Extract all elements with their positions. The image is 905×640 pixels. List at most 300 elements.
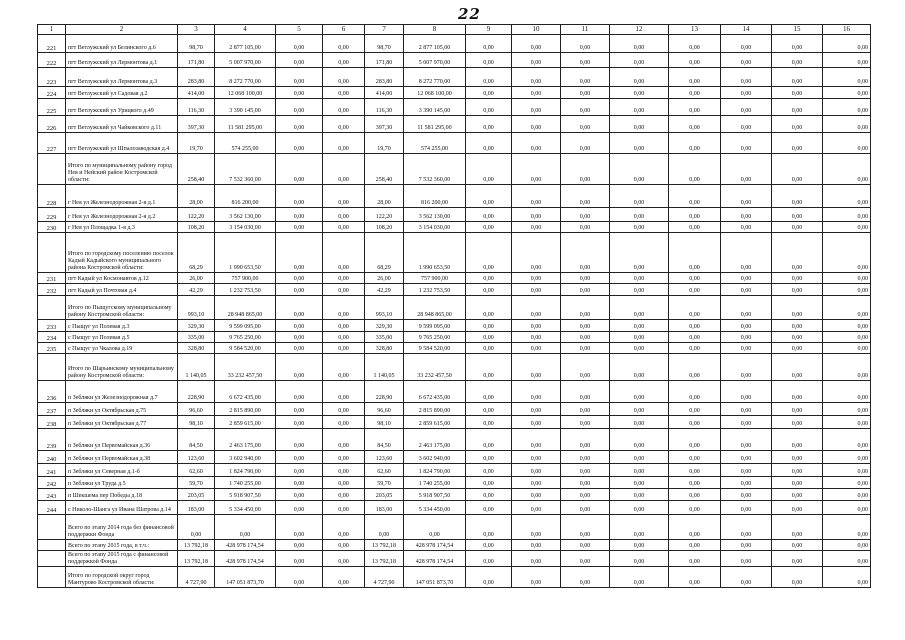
cell-10: 0,00	[512, 99, 561, 116]
budget-region-cell: 0,00	[323, 451, 365, 464]
cost-total-cell: 5 918 907,50	[215, 489, 276, 501]
cell-11: 0,00	[561, 185, 610, 208]
fund-cell: 0,00	[276, 489, 323, 501]
cell-16: 0,00	[823, 133, 871, 154]
fund-cell: 0,00	[276, 222, 323, 233]
cell-9: 0,00	[466, 332, 512, 343]
cell-15: 0,00	[772, 53, 823, 68]
fund-cell: 0,00	[276, 53, 323, 68]
budget-region-cell: 0,00	[323, 551, 365, 567]
cell-9: 0,00	[466, 99, 512, 116]
table-row	[38, 464, 871, 477]
cell-11: 0,00	[561, 451, 610, 464]
cell-15: 0,00	[772, 68, 823, 87]
cell-14: 0,00	[721, 35, 772, 53]
table-row	[38, 273, 871, 284]
budget-region-cell: 0,00	[323, 87, 365, 99]
area-cell: 228,90	[178, 381, 215, 403]
cell-15: 0,00	[772, 284, 823, 296]
area-cell: 335,00	[178, 332, 215, 343]
area-repeat-cell: 116,30	[365, 99, 404, 116]
cell-10: 0,00	[512, 233, 561, 273]
area-repeat-cell: 335,00	[365, 332, 404, 343]
budget-region-cell: 0,00	[323, 99, 365, 116]
cell-16: 0,00	[823, 87, 871, 99]
cell-9: 0,00	[466, 68, 512, 87]
cell-16: 0,00	[823, 515, 871, 540]
table-body	[38, 35, 871, 588]
cell-16: 0,00	[823, 296, 871, 320]
column-header-16: 16	[823, 25, 871, 35]
row-number-cell	[38, 296, 66, 320]
cell-11: 0,00	[561, 540, 610, 551]
address-cell: п Шекшема пер Победы д.18	[66, 489, 178, 501]
area-repeat-cell: 993,10	[365, 296, 404, 320]
area-repeat-cell: 414,00	[365, 87, 404, 99]
cell-16: 0,00	[823, 208, 871, 222]
cell-14: 0,00	[721, 551, 772, 567]
address-cell: Итого по городской округ город Мантурово Костромской области:	[66, 567, 178, 588]
table-total-row	[38, 515, 871, 540]
row-number-cell: 242	[38, 477, 66, 489]
row-number-cell: 244	[38, 501, 66, 515]
cell-9: 0,00	[466, 87, 512, 99]
cell-14: 0,00	[721, 185, 772, 208]
cost-total-cell: 28 948 865,00	[215, 296, 276, 320]
cost-repeat-cell: 8 272 770,00	[404, 68, 466, 87]
column-header-4: 4	[215, 25, 276, 35]
cost-total-cell: 9 765 250,00	[215, 332, 276, 343]
cell-10: 0,00	[512, 343, 561, 354]
cell-11: 0,00	[561, 154, 610, 185]
area-repeat-cell: 123,60	[365, 451, 404, 464]
cell-14: 0,00	[721, 87, 772, 99]
cell-14: 0,00	[721, 429, 772, 451]
cell-10: 0,00	[512, 35, 561, 53]
fund-cell: 0,00	[276, 68, 323, 87]
column-number-header	[38, 25, 871, 35]
budget-region-cell: 0,00	[323, 296, 365, 320]
address-cell: пгт Кадый ул Космонавтов д.12	[66, 273, 178, 284]
cost-total-cell: 3 562 130,00	[215, 208, 276, 222]
cell-16: 0,00	[823, 332, 871, 343]
cost-repeat-cell: 1 990 653,50	[404, 233, 466, 273]
cell-10: 0,00	[512, 567, 561, 588]
cell-15: 0,00	[772, 489, 823, 501]
cell-15: 0,00	[772, 501, 823, 515]
area-cell: 13 792,18	[178, 551, 215, 567]
address-cell: п Зебляки ул Октябрьская д.75	[66, 403, 178, 416]
cell-11: 0,00	[561, 68, 610, 87]
area-cell: 1 140,05	[178, 354, 215, 381]
budget-region-cell: 0,00	[323, 273, 365, 284]
table-row	[38, 332, 871, 343]
cell-12: 0,00	[610, 332, 669, 343]
cost-repeat-cell: 3 154 030,00	[404, 222, 466, 233]
fund-cell: 0,00	[276, 464, 323, 477]
cell-10: 0,00	[512, 416, 561, 429]
cell-12: 0,00	[610, 540, 669, 551]
budget-region-cell: 0,00	[323, 489, 365, 501]
cell-9: 0,00	[466, 284, 512, 296]
cell-11: 0,00	[561, 233, 610, 273]
cell-12: 0,00	[610, 416, 669, 429]
area-repeat-cell: 26,00	[365, 273, 404, 284]
cell-9: 0,00	[466, 296, 512, 320]
cell-13: 0,00	[669, 501, 721, 515]
area-cell: 328,80	[178, 343, 215, 354]
table-total-row	[38, 154, 871, 185]
cell-11: 0,00	[561, 332, 610, 343]
cell-9: 0,00	[466, 451, 512, 464]
cell-11: 0,00	[561, 99, 610, 116]
cell-15: 0,00	[772, 429, 823, 451]
cost-total-cell: 0,00	[215, 515, 276, 540]
page-number: 22	[458, 5, 481, 23]
area-repeat-cell: 0,00	[365, 515, 404, 540]
cell-16: 0,00	[823, 284, 871, 296]
table-row	[38, 99, 871, 116]
cell-11: 0,00	[561, 477, 610, 489]
cell-11: 0,00	[561, 296, 610, 320]
cell-15: 0,00	[772, 381, 823, 403]
area-cell: 122,20	[178, 208, 215, 222]
cell-10: 0,00	[512, 332, 561, 343]
cell-13: 0,00	[669, 320, 721, 332]
cell-13: 0,00	[669, 354, 721, 381]
cell-9: 0,00	[466, 320, 512, 332]
area-cell: 283,80	[178, 68, 215, 87]
cell-12: 0,00	[610, 477, 669, 489]
row-number-cell: 243	[38, 489, 66, 501]
cell-13: 0,00	[669, 154, 721, 185]
cell-10: 0,00	[512, 53, 561, 68]
area-cell: 203,05	[178, 489, 215, 501]
cell-10: 0,00	[512, 284, 561, 296]
fund-cell: 0,00	[276, 515, 323, 540]
budget-region-cell: 0,00	[323, 515, 365, 540]
row-number-cell	[38, 515, 66, 540]
data-table-container	[37, 24, 870, 599]
cost-total-cell: 428 978 174,54	[215, 551, 276, 567]
row-number-cell: 230	[38, 222, 66, 233]
address-cell: п Зебляки ул Железнодорожная д.7	[66, 381, 178, 403]
budget-region-cell: 0,00	[323, 343, 365, 354]
cell-9: 0,00	[466, 501, 512, 515]
fund-cell: 0,00	[276, 416, 323, 429]
cell-16: 0,00	[823, 403, 871, 416]
address-cell: г Нея ул Железнодорожная 2-я д.1	[66, 185, 178, 208]
cell-11: 0,00	[561, 501, 610, 515]
cell-15: 0,00	[772, 464, 823, 477]
cell-15: 0,00	[772, 354, 823, 381]
cell-13: 0,00	[669, 284, 721, 296]
cell-14: 0,00	[721, 284, 772, 296]
cell-9: 0,00	[466, 354, 512, 381]
fund-cell: 0,00	[276, 477, 323, 489]
cell-9: 0,00	[466, 416, 512, 429]
cell-16: 0,00	[823, 501, 871, 515]
cell-11: 0,00	[561, 273, 610, 284]
cost-total-cell: 3 390 145,00	[215, 99, 276, 116]
fund-cell: 0,00	[276, 540, 323, 551]
cell-15: 0,00	[772, 515, 823, 540]
column-header-6: 6	[323, 25, 365, 35]
cell-16: 0,00	[823, 429, 871, 451]
cell-14: 0,00	[721, 320, 772, 332]
cost-repeat-cell: 2 859 615,00	[404, 416, 466, 429]
cost-total-cell: 574 255,00	[215, 133, 276, 154]
cell-14: 0,00	[721, 116, 772, 133]
cell-15: 0,00	[772, 154, 823, 185]
area-repeat-cell: 19,70	[365, 133, 404, 154]
area-repeat-cell: 42,29	[365, 284, 404, 296]
cell-15: 0,00	[772, 99, 823, 116]
cell-16: 0,00	[823, 35, 871, 53]
cell-11: 0,00	[561, 343, 610, 354]
row-number-cell: 239	[38, 429, 66, 451]
table-row	[38, 416, 871, 429]
address-cell: пгт Ветлужский ул Лермонтова д.3	[66, 68, 178, 87]
column-header-2: 2	[66, 25, 178, 35]
column-header-9: 9	[466, 25, 512, 35]
cost-total-cell: 2 877 105,00	[215, 35, 276, 53]
address-cell: пгт Ветлужский ул Чайковского д.11	[66, 116, 178, 133]
cell-12: 0,00	[610, 133, 669, 154]
table-row	[38, 429, 871, 451]
cell-13: 0,00	[669, 185, 721, 208]
cell-9: 0,00	[466, 540, 512, 551]
cell-16: 0,00	[823, 99, 871, 116]
cell-15: 0,00	[772, 87, 823, 99]
fund-cell: 0,00	[276, 185, 323, 208]
budget-region-cell: 0,00	[323, 53, 365, 68]
cell-13: 0,00	[669, 87, 721, 99]
area-repeat-cell: 4 727,90	[365, 567, 404, 588]
cost-total-cell: 1 232 753,50	[215, 284, 276, 296]
area-repeat-cell: 62,60	[365, 464, 404, 477]
cell-11: 0,00	[561, 116, 610, 133]
fund-cell: 0,00	[276, 320, 323, 332]
area-repeat-cell: 96,60	[365, 403, 404, 416]
budget-region-cell: 0,00	[323, 464, 365, 477]
budget-region-cell: 0,00	[323, 429, 365, 451]
cell-10: 0,00	[512, 451, 561, 464]
address-cell: пгт Ветлужский ул Лермонтова д.1	[66, 53, 178, 68]
table-row	[38, 222, 871, 233]
cell-10: 0,00	[512, 320, 561, 332]
cell-11: 0,00	[561, 222, 610, 233]
cell-12: 0,00	[610, 501, 669, 515]
cell-9: 0,00	[466, 185, 512, 208]
fund-cell: 0,00	[276, 99, 323, 116]
cell-12: 0,00	[610, 116, 669, 133]
cell-15: 0,00	[772, 403, 823, 416]
budget-region-cell: 0,00	[323, 35, 365, 53]
cell-14: 0,00	[721, 489, 772, 501]
cell-11: 0,00	[561, 35, 610, 53]
cell-10: 0,00	[512, 133, 561, 154]
fund-cell: 0,00	[276, 567, 323, 588]
cost-repeat-cell: 147 051 873,70	[404, 567, 466, 588]
column-header-5: 5	[276, 25, 323, 35]
cell-9: 0,00	[466, 567, 512, 588]
cell-12: 0,00	[610, 464, 669, 477]
cell-14: 0,00	[721, 477, 772, 489]
cell-15: 0,00	[772, 35, 823, 53]
cell-10: 0,00	[512, 489, 561, 501]
cell-9: 0,00	[466, 222, 512, 233]
cell-15: 0,00	[772, 332, 823, 343]
cell-14: 0,00	[721, 464, 772, 477]
budget-region-cell: 0,00	[323, 68, 365, 87]
cell-11: 0,00	[561, 208, 610, 222]
table-row	[38, 68, 871, 87]
cell-13: 0,00	[669, 477, 721, 489]
cell-14: 0,00	[721, 154, 772, 185]
cell-14: 0,00	[721, 416, 772, 429]
table-row	[38, 53, 871, 68]
table-row	[38, 116, 871, 133]
table-row	[38, 320, 871, 332]
cell-13: 0,00	[669, 208, 721, 222]
column-header-7: 7	[365, 25, 404, 35]
cell-13: 0,00	[669, 99, 721, 116]
cost-repeat-cell: 5 334 450,00	[404, 501, 466, 515]
area-cell: 26,00	[178, 273, 215, 284]
cell-16: 0,00	[823, 464, 871, 477]
area-cell: 62,60	[178, 464, 215, 477]
cell-15: 0,00	[772, 222, 823, 233]
cost-repeat-cell: 12 068 100,00	[404, 87, 466, 99]
area-cell: 171,80	[178, 53, 215, 68]
repair-program-table	[37, 24, 871, 588]
cell-14: 0,00	[721, 273, 772, 284]
cell-13: 0,00	[669, 273, 721, 284]
cell-13: 0,00	[669, 489, 721, 501]
cell-15: 0,00	[772, 208, 823, 222]
fund-cell: 0,00	[276, 403, 323, 416]
cell-13: 0,00	[669, 464, 721, 477]
cell-10: 0,00	[512, 208, 561, 222]
address-cell: пгт Кадый ул Почтовая д.4	[66, 284, 178, 296]
address-cell: Всего по этапу 2015 года с финансовой поддержкой Фонда	[66, 551, 178, 567]
area-repeat-cell: 329,30	[365, 320, 404, 332]
table-row	[38, 381, 871, 403]
cell-16: 0,00	[823, 489, 871, 501]
cell-16: 0,00	[823, 222, 871, 233]
cell-12: 0,00	[610, 208, 669, 222]
cell-15: 0,00	[772, 540, 823, 551]
cell-9: 0,00	[466, 403, 512, 416]
cell-10: 0,00	[512, 185, 561, 208]
budget-region-cell: 0,00	[323, 332, 365, 343]
column-header-13: 13	[669, 25, 721, 35]
cell-10: 0,00	[512, 354, 561, 381]
cell-15: 0,00	[772, 233, 823, 273]
table-total-row	[38, 551, 871, 567]
cost-total-cell: 9 599 095,00	[215, 320, 276, 332]
cell-9: 0,00	[466, 53, 512, 68]
cost-repeat-cell: 33 232 457,50	[404, 354, 466, 381]
row-number-cell	[38, 233, 66, 273]
cell-14: 0,00	[721, 501, 772, 515]
column-header-12: 12	[610, 25, 669, 35]
row-number-cell: 238	[38, 416, 66, 429]
area-cell: 98,10	[178, 416, 215, 429]
cell-16: 0,00	[823, 477, 871, 489]
row-number-cell: 221	[38, 35, 66, 53]
cell-10: 0,00	[512, 464, 561, 477]
cell-13: 0,00	[669, 343, 721, 354]
row-number-cell: 237	[38, 403, 66, 416]
area-cell: 98,70	[178, 35, 215, 53]
row-number-cell: 233	[38, 320, 66, 332]
table-row	[38, 208, 871, 222]
cost-repeat-cell: 1 824 790,00	[404, 464, 466, 477]
row-number-cell	[38, 354, 66, 381]
address-cell: Итого по Шарьинскому муниципальному району Костромской области:	[66, 354, 178, 381]
cell-13: 0,00	[669, 296, 721, 320]
cell-11: 0,00	[561, 464, 610, 477]
cell-12: 0,00	[610, 403, 669, 416]
address-cell: пгт Ветлужский ул Шпалозаводская д.4	[66, 133, 178, 154]
table-row	[38, 451, 871, 464]
cell-11: 0,00	[561, 381, 610, 403]
fund-cell: 0,00	[276, 451, 323, 464]
budget-region-cell: 0,00	[323, 284, 365, 296]
cell-10: 0,00	[512, 87, 561, 99]
cell-15: 0,00	[772, 416, 823, 429]
area-repeat-cell: 68,29	[365, 233, 404, 273]
cost-total-cell: 2 815 890,00	[215, 403, 276, 416]
cell-14: 0,00	[721, 222, 772, 233]
cost-repeat-cell: 9 584 520,00	[404, 343, 466, 354]
address-cell: п Зебляки ул Первомайская д.38	[66, 451, 178, 464]
cell-12: 0,00	[610, 273, 669, 284]
cost-repeat-cell: 757 900,00	[404, 273, 466, 284]
fund-cell: 0,00	[276, 116, 323, 133]
cell-14: 0,00	[721, 99, 772, 116]
cell-11: 0,00	[561, 515, 610, 540]
table-row	[38, 133, 871, 154]
cell-16: 0,00	[823, 53, 871, 68]
cell-13: 0,00	[669, 567, 721, 588]
address-cell: Всего по этапу 2015 года, в т.ч.:	[66, 540, 178, 551]
cell-15: 0,00	[772, 296, 823, 320]
cell-16: 0,00	[823, 451, 871, 464]
cell-10: 0,00	[512, 381, 561, 403]
fund-cell: 0,00	[276, 381, 323, 403]
cell-9: 0,00	[466, 381, 512, 403]
cell-14: 0,00	[721, 567, 772, 588]
table-row	[38, 403, 871, 416]
area-repeat-cell: 98,10	[365, 416, 404, 429]
row-number-cell: 224	[38, 87, 66, 99]
fund-cell: 0,00	[276, 343, 323, 354]
row-number-cell	[38, 551, 66, 567]
area-repeat-cell: 328,80	[365, 343, 404, 354]
area-cell: 116,30	[178, 99, 215, 116]
cost-total-cell: 147 051 873,70	[215, 567, 276, 588]
cell-16: 0,00	[823, 567, 871, 588]
cell-16: 0,00	[823, 154, 871, 185]
cell-16: 0,00	[823, 354, 871, 381]
table-row	[38, 284, 871, 296]
fund-cell: 0,00	[276, 35, 323, 53]
cell-11: 0,00	[561, 489, 610, 501]
cell-16: 0,00	[823, 551, 871, 567]
